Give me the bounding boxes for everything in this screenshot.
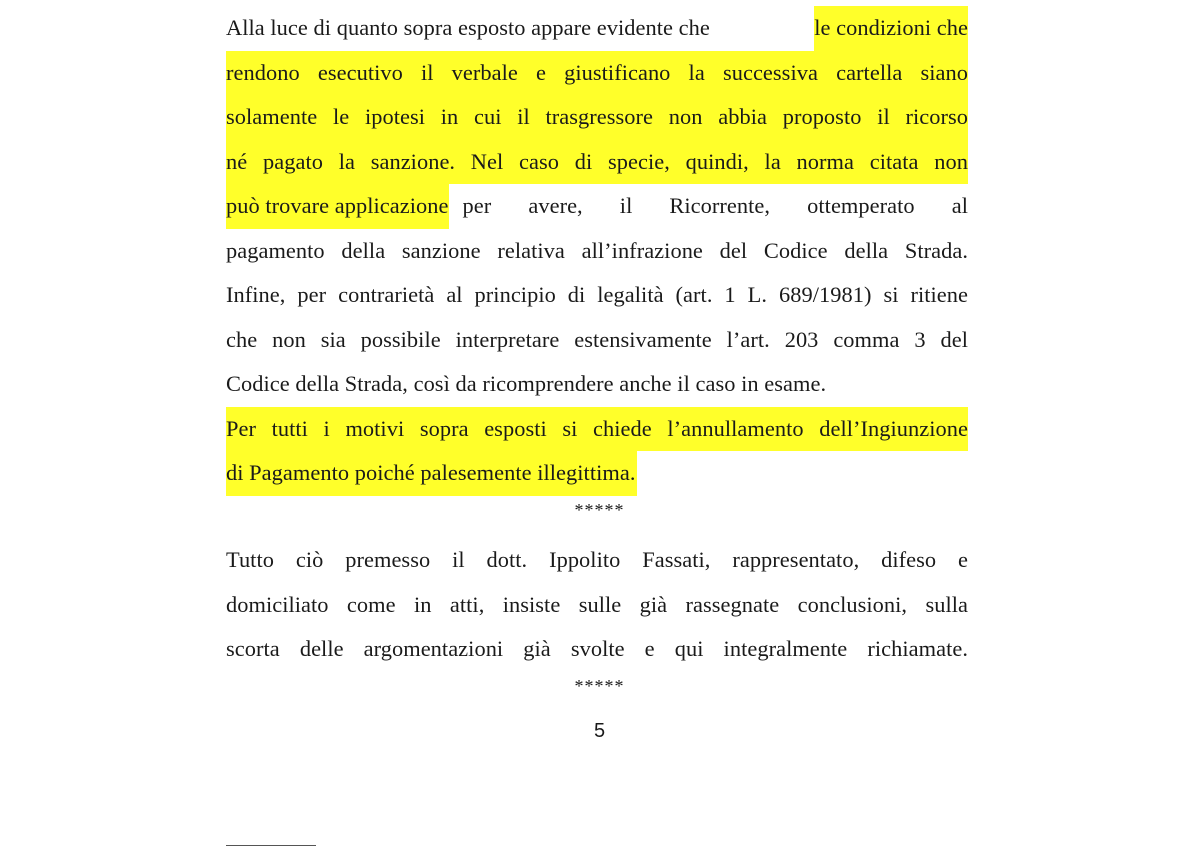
text-line — [226, 362, 968, 407]
text-segment: Alla luce di quanto sopra esposto appare evidente che — [226, 15, 710, 40]
footnote-divider — [226, 845, 316, 846]
text-segment: per avere, il Ricorrente, ottemperato al — [462, 193, 968, 218]
text-segment: Per tutti i motivi sopra esposti si chiede l’annullamento dell’Ingiunzione — [226, 415, 968, 441]
paragraph-closing — [226, 538, 968, 672]
highlighted-line — [226, 140, 968, 185]
text-segment: domiciliato come in atti, insiste sulle già rassegnate conclusioni, sulla — [226, 591, 968, 617]
highlighted-line — [226, 95, 968, 140]
text-line — [226, 184, 968, 229]
text-segment: scorta delle argomentazioni già svolte e qui integralmente richiamate. — [226, 636, 968, 661]
text-line — [226, 273, 968, 318]
text-line — [226, 451, 968, 496]
text-line — [226, 538, 968, 583]
text-line — [226, 229, 968, 274]
highlighted-line — [226, 51, 968, 96]
highlighted-text: le condizioni che — [814, 6, 968, 51]
text-line — [226, 627, 968, 672]
highlighted-text: può trovare applicazione — [226, 184, 449, 229]
text-segment: rendono esecutivo il verbale e giustificano la successiva cartella siano — [226, 59, 968, 85]
text-line — [226, 318, 968, 363]
highlighted-text: di Pagamento poiché palesemente illegittima. — [226, 451, 637, 496]
text-segment: che non sia possibile interpretare estensivamente l’art. 203 comma 3 del — [226, 326, 968, 352]
paragraph-conclusion — [226, 6, 968, 496]
section-separator: ***** — [574, 500, 625, 520]
text-segment: pagamento della sanzione relativa all’infrazione del Codice della Strada. — [226, 237, 968, 263]
text-segment: Tutto ciò premesso il dott. Ippolito Fassati, rappresentato, difeso e — [226, 547, 968, 572]
text-segment: Codice della Strada, così da ricomprendere anche il caso in esame. — [226, 371, 827, 396]
text-segment: solamente le ipotesi in cui il trasgressore non abbia proposto il ricorso — [226, 104, 968, 129]
text-line — [226, 6, 968, 51]
text-line — [226, 583, 968, 628]
text-segment: né pagato la sanzione. Nel caso di specie, quindi, la norma citata non — [226, 148, 968, 174]
page-number: 5 — [593, 720, 606, 742]
highlighted-line — [226, 407, 968, 452]
section-separator: ***** — [574, 676, 625, 696]
text-segment: Infine, per contrarietà al principio di legalità (art. 1 L. 689/1981) si ritiene — [226, 282, 968, 307]
